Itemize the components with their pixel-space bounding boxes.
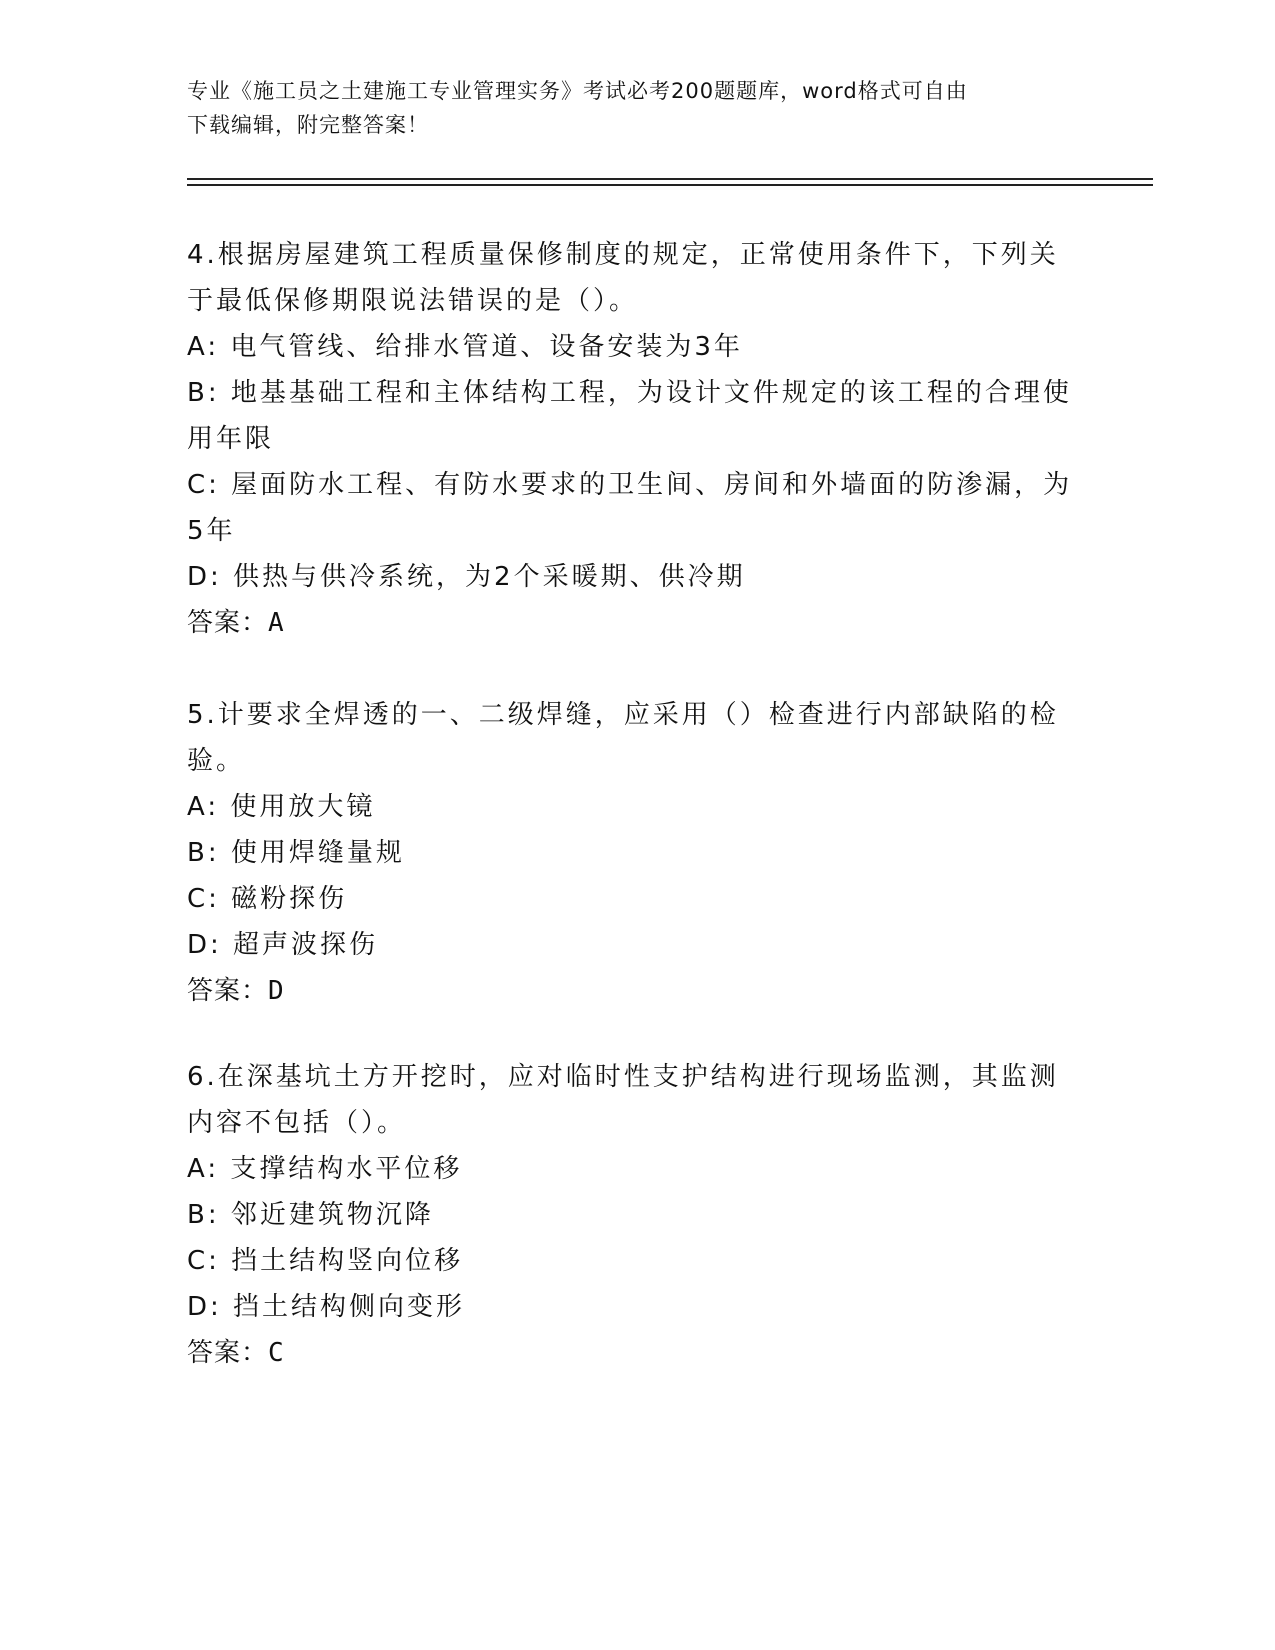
question-stem-line: 验。 bbox=[187, 746, 246, 776]
option-b: B: 邻近建筑物沉降 bbox=[187, 1200, 434, 1230]
option-c: C: 挡土结构竖向位移 bbox=[187, 1246, 464, 1276]
answer-label: 答案： bbox=[187, 1338, 269, 1368]
option-d: D: 供热与供冷系统，为2个采暖期、供冷期 bbox=[187, 562, 746, 592]
option-a: A: 电气管线、给排水管道、设备安装为3年 bbox=[187, 332, 743, 362]
option-b: B: 地基基础工程和主体结构工程，为设计文件规定的该工程的合理使 bbox=[187, 378, 1072, 408]
answer-value: A bbox=[268, 608, 285, 638]
question-stem-line: 内容不包括（）。 bbox=[187, 1108, 407, 1138]
option-b-continued: 用年限 bbox=[187, 424, 275, 454]
header-line-1: 专业《施工员之土建施工专业管理实务》考试必考200题题库，word格式可自由 bbox=[187, 79, 968, 103]
header-divider-bottom bbox=[187, 184, 1153, 186]
header-line-2: 下载编辑，附完整答案！ bbox=[187, 113, 429, 137]
answer-label: 答案： bbox=[187, 976, 269, 1006]
option-c-continued: 5年 bbox=[187, 516, 236, 546]
option-c: C: 磁粉探伤 bbox=[187, 884, 348, 914]
question-5 bbox=[187, 692, 1077, 1014]
question-stem-line: 4.根据房屋建筑工程质量保修制度的规定，正常使用条件下，下列关 bbox=[187, 240, 1059, 270]
option-b: B: 使用焊缝量规 bbox=[187, 838, 405, 868]
header-divider-top bbox=[187, 178, 1153, 180]
option-d: D: 挡土结构侧向变形 bbox=[187, 1292, 466, 1322]
option-a: A: 使用放大镜 bbox=[187, 792, 376, 822]
question-stem-line: 5.计要求全焊透的一、二级焊缝，应采用（）检查进行内部缺陷的检 bbox=[187, 700, 1059, 730]
question-4 bbox=[187, 232, 1077, 646]
option-a: A: 支撑结构水平位移 bbox=[187, 1154, 463, 1184]
option-c: C: 屋面防水工程、有防水要求的卫生间、房间和外墙面的防渗漏，为 bbox=[187, 470, 1073, 500]
question-stem-line: 6.在深基坑土方开挖时，应对临时性支护结构进行现场监测，其监测 bbox=[187, 1062, 1059, 1092]
answer-line bbox=[187, 600, 1077, 646]
option-d: D: 超声波探伤 bbox=[187, 930, 379, 960]
answer-label: 答案： bbox=[187, 608, 269, 638]
document-header bbox=[187, 74, 1067, 142]
answer-line bbox=[187, 968, 1077, 1014]
question-stem-line: 于最低保修期限说法错误的是（）。 bbox=[187, 286, 639, 316]
answer-value: C bbox=[268, 1338, 285, 1368]
question-6 bbox=[187, 1054, 1077, 1376]
answer-line bbox=[187, 1330, 1077, 1376]
answer-value: D bbox=[268, 976, 285, 1006]
